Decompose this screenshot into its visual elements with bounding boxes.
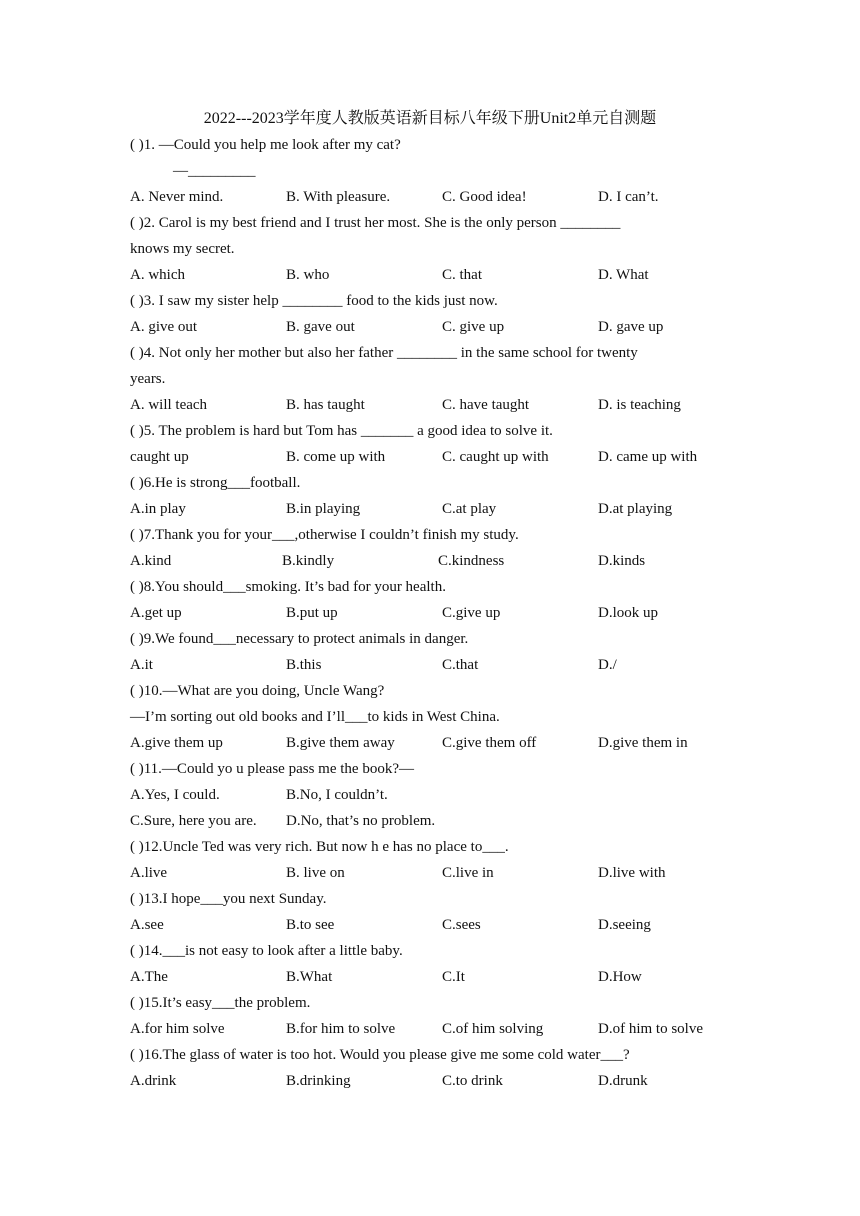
question-3-stem: ( )3. I saw my sister help ________ food to the kids just now.	[130, 293, 498, 309]
question-1-answer-line: —_________	[173, 163, 256, 179]
question-13-option-c: C.sees	[442, 917, 481, 933]
question-16-option-d: D.drunk	[598, 1073, 648, 1089]
question-12-option-b: B. live on	[286, 865, 345, 881]
question-1-option-c: C. Good idea!	[442, 189, 527, 205]
question-3-option-a: A. give out	[130, 319, 198, 335]
question-4-option-d: D. is teaching	[598, 397, 681, 413]
question-6-stem: ( )6.He is strong___football.	[130, 475, 301, 491]
question-16-option-b: B.drinking	[286, 1073, 351, 1089]
question-15-option-d: D.of him to solve	[598, 1021, 703, 1037]
page-title: 2022---2023学年度人教版英语新目标八年级下册Unit2单元自测题	[203, 110, 657, 127]
question-15-option-c: C.of him solving	[442, 1021, 544, 1037]
question-6-option-a: A.in play	[130, 501, 186, 517]
question-9-option-a: A.it	[130, 657, 153, 673]
question-4-option-b: B. has taught	[286, 397, 365, 413]
question-8-option-b: B.put up	[286, 605, 338, 621]
question-7-option-d: D.kinds	[598, 553, 646, 569]
question-15-option-a: A.for him solve	[130, 1021, 225, 1037]
question-12-option-a: A.live	[130, 865, 168, 881]
question-9-option-c: C.that	[442, 657, 479, 673]
question-9-stem: ( )9.We found___necessary to protect animals in danger.	[130, 631, 469, 647]
question-11-option-a: A.Yes, I could.	[130, 787, 220, 803]
question-16-option-c: C.to drink	[442, 1073, 503, 1089]
question-12-option-c: C.live in	[442, 865, 494, 881]
question-10-stem-cont: —I’m sorting out old books and I’ll___to kids in West China.	[130, 709, 500, 725]
question-2-stem-cont: knows my secret.	[130, 241, 235, 257]
question-7-stem: ( )7.Thank you for your___,otherwise I couldn’t finish my study.	[130, 527, 519, 543]
question-12-option-d: D.live with	[598, 865, 666, 881]
question-8-option-c: C.give up	[442, 605, 501, 621]
question-13-option-d: D.seeing	[598, 917, 651, 933]
question-2-option-d: D. What	[598, 267, 649, 283]
question-4-stem-cont: years.	[130, 371, 166, 387]
question-15-stem: ( )15.It’s easy___the problem.	[130, 995, 311, 1011]
question-3-option-d: D. gave up	[598, 319, 664, 335]
question-2-stem: ( )2. Carol is my best friend and I trust her most. She is the only person ________	[130, 215, 621, 231]
question-1-option-a: A. Never mind.	[130, 189, 224, 205]
question-5-option-a: caught up	[130, 449, 189, 465]
question-10-stem: ( )10.—What are you doing, Uncle Wang?	[130, 683, 385, 699]
question-2-option-b: B. who	[286, 267, 330, 283]
question-9-option-d: D./	[598, 657, 617, 673]
question-16-option-a: A.drink	[130, 1073, 177, 1089]
question-4-stem: ( )4. Not only her mother but also her father ________ in the same school for twenty	[130, 345, 638, 361]
question-1-stem: ( )1. —Could you help me look after my cat?	[130, 137, 401, 153]
question-10-option-d: D.give them in	[598, 735, 688, 751]
question-14-option-d: D.How	[598, 969, 642, 985]
question-9-option-b: B.this	[286, 657, 322, 673]
question-13-stem: ( )13.I hope___you next Sunday.	[130, 891, 327, 907]
question-5-option-d: D. came up with	[598, 449, 698, 465]
question-10-option-b: B.give them away	[286, 735, 395, 751]
question-14-stem: ( )14.___is not easy to look after a little baby.	[130, 943, 403, 959]
question-5-option-c: C. caught up with	[442, 449, 549, 465]
question-10-option-a: A.give them up	[130, 735, 223, 751]
question-6-option-b: B.in playing	[286, 501, 361, 517]
question-3-option-b: B. gave out	[286, 319, 355, 335]
question-7-option-b: B.kindly	[282, 553, 335, 569]
question-13-option-b: B.to see	[286, 917, 335, 933]
question-16-stem: ( )16.The glass of water is too hot. Would you please give me some cold water___?	[130, 1047, 630, 1063]
question-1-option-d: D. I can’t.	[598, 189, 659, 205]
question-8-option-a: A.get up	[130, 605, 182, 621]
question-11-option-d: D.No, that’s no problem.	[286, 813, 436, 829]
question-13-option-a: A.see	[130, 917, 164, 933]
question-10-option-c: C.give them off	[442, 735, 537, 751]
question-3-option-c: C. give up	[442, 319, 505, 335]
question-8-option-d: D.look up	[598, 605, 658, 621]
question-4-option-c: C. have taught	[442, 397, 530, 413]
question-14-option-b: B.What	[286, 969, 333, 985]
question-5-stem: ( )5. The problem is hard but Tom has _______ a good idea to solve it.	[130, 423, 553, 439]
question-14-option-a: A.The	[130, 969, 168, 985]
question-2-option-c: C. that	[442, 267, 482, 283]
question-12-stem: ( )12.Uncle Ted was very rich. But now h e has no place to___.	[130, 839, 509, 855]
question-5-option-b: B. come up with	[286, 449, 386, 465]
question-6-option-c: C.at play	[442, 501, 497, 517]
question-11-option-b: B.No, I couldn’t.	[286, 787, 388, 803]
question-7-option-a: A.kind	[130, 553, 172, 569]
question-14-option-c: C.It	[442, 969, 465, 985]
question-6-option-d: D.at playing	[598, 501, 673, 517]
question-8-stem: ( )8.You should___smoking. It’s bad for your health.	[130, 579, 446, 595]
question-2-option-a: A. which	[130, 267, 185, 283]
question-7-option-c: C.kindness	[438, 553, 505, 569]
question-4-option-a: A. will teach	[130, 397, 208, 413]
question-11-option-c: C.Sure, here you are.	[130, 813, 257, 829]
question-1-option-b: B. With pleasure.	[286, 189, 391, 205]
question-11-stem: ( )11.—Could yo u please pass me the book?—	[130, 761, 414, 777]
question-15-option-b: B.for him to solve	[286, 1021, 396, 1037]
